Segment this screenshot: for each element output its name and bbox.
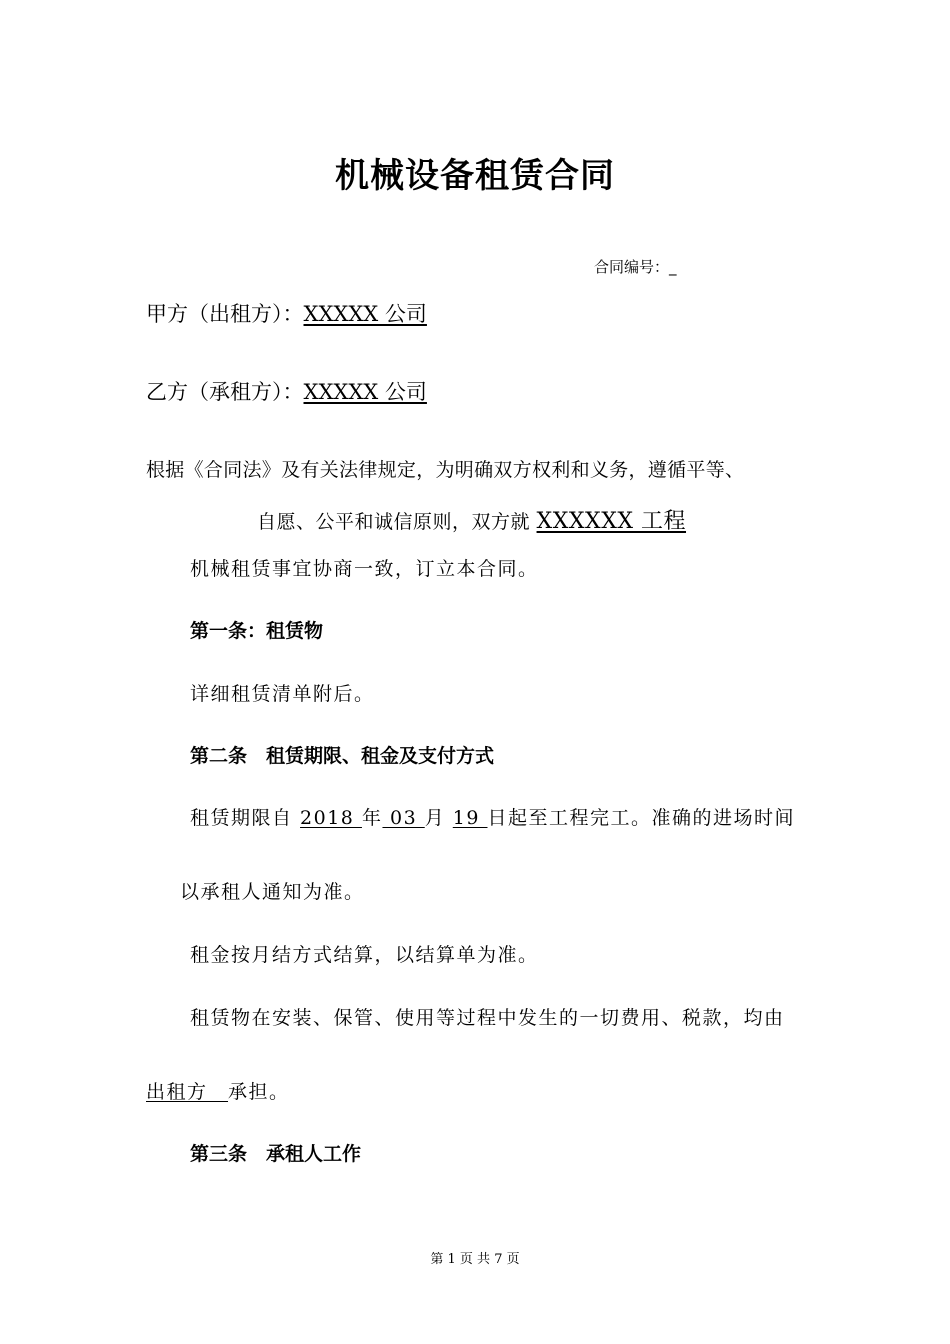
- article-3-heading: 第三条 承租人工作: [190, 1143, 362, 1165]
- party-b-label: 乙方（承租方）：: [146, 380, 304, 404]
- lease-term-rest: 日起至工程完工。准确的进场时间: [487, 807, 796, 829]
- fees-line-1: 租赁物在安装、保管、使用等过程中发生的一切费用、税款，均由: [190, 1007, 785, 1029]
- fees-bearer: 出租方: [146, 1081, 229, 1103]
- page-footer: 第 1 页 共 7 页: [430, 1252, 520, 1267]
- fees-end: 承担。: [228, 1081, 290, 1103]
- party-b-name: XXXXX 公司: [303, 380, 427, 404]
- year-label: 年: [361, 807, 383, 829]
- article-1-heading: 第一条：租赁物: [190, 620, 324, 642]
- rent-settlement: 租金按月结方式结算，以结算单为准。: [190, 944, 539, 966]
- lease-term-line-1: [190, 803, 795, 830]
- intro-line-3: 机械租赁事宜协商一致，订立本合同。: [190, 558, 539, 580]
- article-2-heading: 第二条 租赁期限、租金及支付方式: [190, 745, 495, 767]
- month-label: 月: [424, 807, 453, 829]
- contract-number: 合同编号：_: [594, 258, 677, 276]
- lease-term-line-2: 以承租人通知为准。: [180, 881, 365, 903]
- lease-month: 03: [382, 807, 425, 829]
- intro-line-2: [257, 504, 686, 535]
- lease-term-prefix: 租赁期限自: [190, 807, 301, 829]
- page-title: 机械设备租赁合同: [335, 156, 615, 196]
- party-a-name: XXXXX 公司: [303, 302, 427, 326]
- intro-line-1: 根据《合同法》及有关法律规定，为明确双方权利和义务，遵循平等、: [146, 459, 745, 481]
- fees-line-2: [146, 1077, 290, 1104]
- party-b: [146, 376, 427, 406]
- party-a: [146, 298, 427, 328]
- intro-line-2-text: 自愿、公平和诚信原则，双方就: [257, 511, 537, 533]
- project-name: XXXXXX 工程: [536, 509, 687, 534]
- lease-day: 19: [452, 807, 488, 829]
- party-a-label: 甲方（出租方）：: [146, 302, 304, 326]
- lease-year: 2018: [300, 807, 362, 829]
- article-1-text: 详细租赁清单附后。: [190, 683, 375, 705]
